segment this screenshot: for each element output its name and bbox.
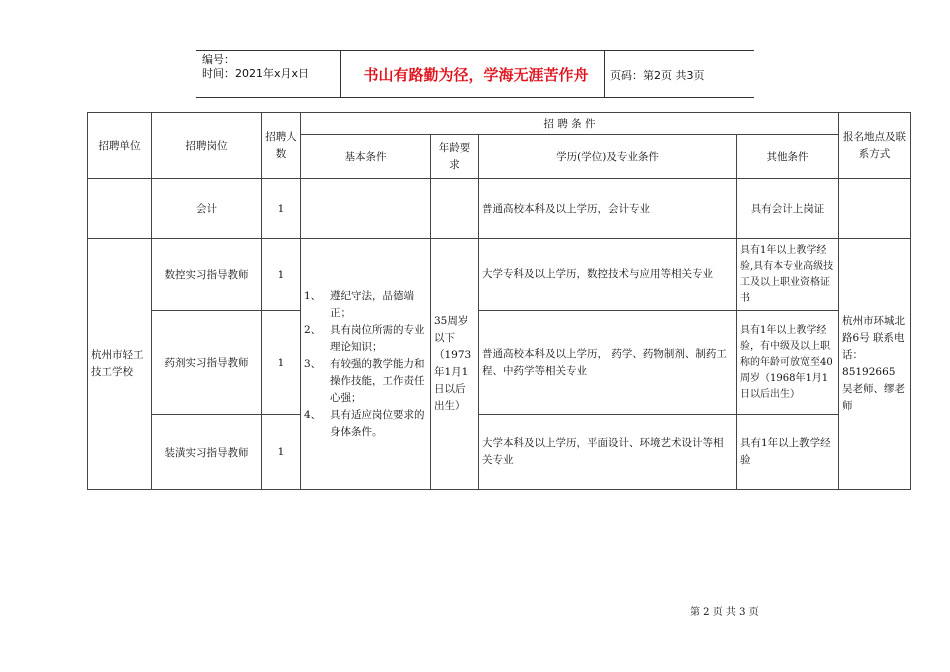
table-row [88, 239, 911, 311]
unit-cell-empty [88, 179, 152, 239]
page-number-label: 页码：第2页 共3页 [610, 69, 705, 82]
other-cell: 具有1年以上教学经验,具有本专业高级技工及以上职业资格证书 [737, 239, 839, 311]
education-cell: 大学专科及以上学历，数控技术与应用等相关专业 [479, 239, 737, 311]
recruitment-table [87, 112, 911, 490]
table-row [88, 311, 911, 415]
condition-item: 2、 具有岗位所需的专业理论知识； [304, 323, 425, 353]
header-conditions: 招 聘 条 件 [301, 113, 839, 135]
condition-item: 3、 有较强的教学能力和操作技能，工作责任心强； [304, 357, 425, 404]
number-label: 编号： [202, 53, 235, 66]
header-position: 招聘岗位 [152, 113, 262, 179]
basic-conditions-cell [301, 239, 431, 490]
header-count: 招聘人数 [262, 113, 301, 179]
position-cell: 药剂实习指导教师 [152, 311, 262, 415]
count-cell: 1 [262, 239, 301, 311]
header-basic: 基本条件 [301, 135, 431, 179]
condition-item: 1、 遵纪守法，品德端正； [304, 289, 414, 319]
page-footer: 第 2 页 共 3 页 [690, 607, 759, 618]
age-cell: 35周岁以下（1973年1月1日以后出生） [431, 239, 479, 490]
header-age: 年龄要求 [431, 135, 479, 179]
header-education: 学历(学位)及专业条件 [479, 135, 737, 179]
unit-cell: 杭州市轻工技工学校 [88, 239, 152, 490]
other-cell: 具有会计上岗证 [737, 179, 839, 239]
basic-conditions-list [304, 288, 427, 441]
education-cell: 普通高校本科及以上学历， 药学、药物制剂、制药工程、中药学等相关专业 [479, 311, 737, 415]
contact-cell: 杭州市环城北路6号 联系电话：85192665 吴老师、缪老师 [839, 239, 911, 490]
contact-cell-empty [839, 179, 911, 239]
position-cell: 数控实习指导教师 [152, 239, 262, 311]
basic-cell-empty [301, 179, 431, 239]
age-cell-empty [431, 179, 479, 239]
count-cell: 1 [262, 311, 301, 415]
header-motto: 书山有路勤为径，学海无涯苦作舟 [363, 66, 589, 84]
education-cell: 大学本科及以上学历，平面设计、环境艺术设计等相关专业 [479, 415, 737, 490]
position-cell: 会计 [152, 179, 262, 239]
header-meta [202, 53, 309, 81]
table-row [88, 415, 911, 490]
header-divider [340, 51, 341, 97]
other-cell: 具有1年以上教学经验 [737, 415, 839, 490]
position-cell: 装潢实习指导教师 [152, 415, 262, 490]
table-row [88, 179, 911, 239]
header-other: 其他条件 [737, 135, 839, 179]
header-divider [604, 51, 605, 97]
condition-item: 4、 具有适应岗位要求的身体条件。 [304, 408, 425, 438]
header-contact: 报名地点及联系方式 [839, 113, 911, 179]
page-header [196, 50, 754, 98]
count-cell: 1 [262, 179, 301, 239]
header-unit: 招聘单位 [88, 113, 152, 179]
other-cell: 具有1年以上教学经验，有中级及以上职称的年龄可放宽至40周岁（1968年1月1日以后出生） [737, 311, 839, 415]
count-cell: 1 [262, 415, 301, 490]
education-cell: 普通高校本科及以上学历，会计专业 [479, 179, 737, 239]
time-label: 时间：2021年x月x日 [202, 67, 310, 80]
